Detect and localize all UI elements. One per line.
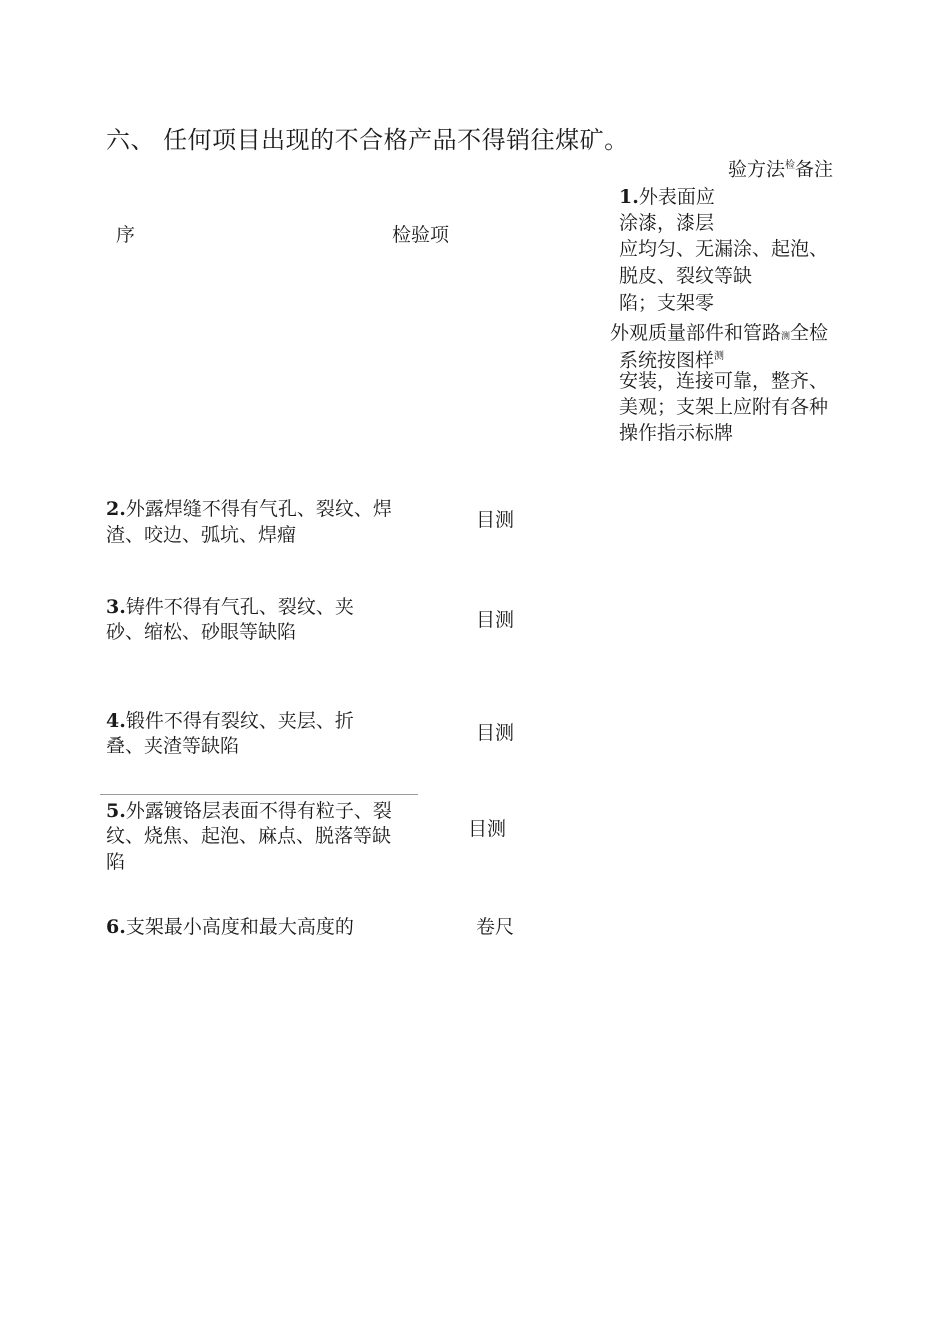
item-2-line-1: 2.外露焊缝不得有气孔、裂纹、焊 [106, 498, 392, 520]
item-3-line-1: 3.铸件不得有气孔、裂纹、夹 [106, 596, 354, 618]
seq-column-header: 序 [116, 224, 136, 246]
inspection-superscript: 检 [785, 160, 796, 171]
item-1-line-1: 1.外表面应 [619, 186, 715, 208]
item-1-line-10: 操作指示标牌 [619, 422, 734, 444]
item-4-line-1: 4.锻件不得有裂纹、夹层、折 [106, 710, 354, 732]
item-1-line-2: 涂漆，漆层 [619, 212, 715, 234]
item-4-line-2: 叠、夹渣等缺陷 [106, 735, 240, 757]
row-divider [100, 794, 418, 795]
method-remarks-header [728, 153, 833, 182]
item-1-line-5: 陷；支架零 [619, 292, 715, 314]
item-1-line-4: 脱皮、裂纹等缺 [619, 265, 753, 287]
method-header-label: 验方法 [728, 158, 786, 181]
item-column-header: 检验项 [392, 224, 450, 246]
remarks-header-label: 备注 [795, 158, 834, 181]
item-5-line-2: 纹、烧焦、起泡、麻点、脱落等缺 [106, 825, 392, 847]
item-6-method: 卷尺 [476, 916, 515, 938]
item-1-line-9: 美观；支架上应附有各种 [619, 396, 829, 418]
document-heading: 六、 任何项目出现的不合格产品不得销往煤矿。 [106, 126, 629, 154]
appearance-quality-line: 外观质量部件和管路测全检 [610, 322, 829, 344]
item-5-line-1: 5.外露镀铬层表面不得有粒子、裂 [106, 800, 392, 822]
item-3-method: 目测 [476, 609, 515, 631]
item-5-line-3: 陷 [106, 851, 126, 873]
item-2-line-2: 渣、咬边、弧坑、焊瘤 [106, 524, 297, 546]
item-1-line-3: 应均匀、无漏涂、起泡、 [619, 238, 829, 260]
item-5-method: 目测 [468, 818, 507, 840]
item-1-line-7: 系统按图样$^测$ [619, 349, 725, 372]
item-1-line-8: 安装，连接可靠，整齐、 [619, 370, 829, 392]
item-4-method: 目测 [476, 722, 515, 744]
item-6-line-1: 6.支架最小高度和最大高度的 [106, 916, 354, 938]
item-2-method: 目测 [476, 509, 515, 531]
item-3-line-2: 砂、缩松、砂眼等缺陷 [106, 621, 297, 643]
